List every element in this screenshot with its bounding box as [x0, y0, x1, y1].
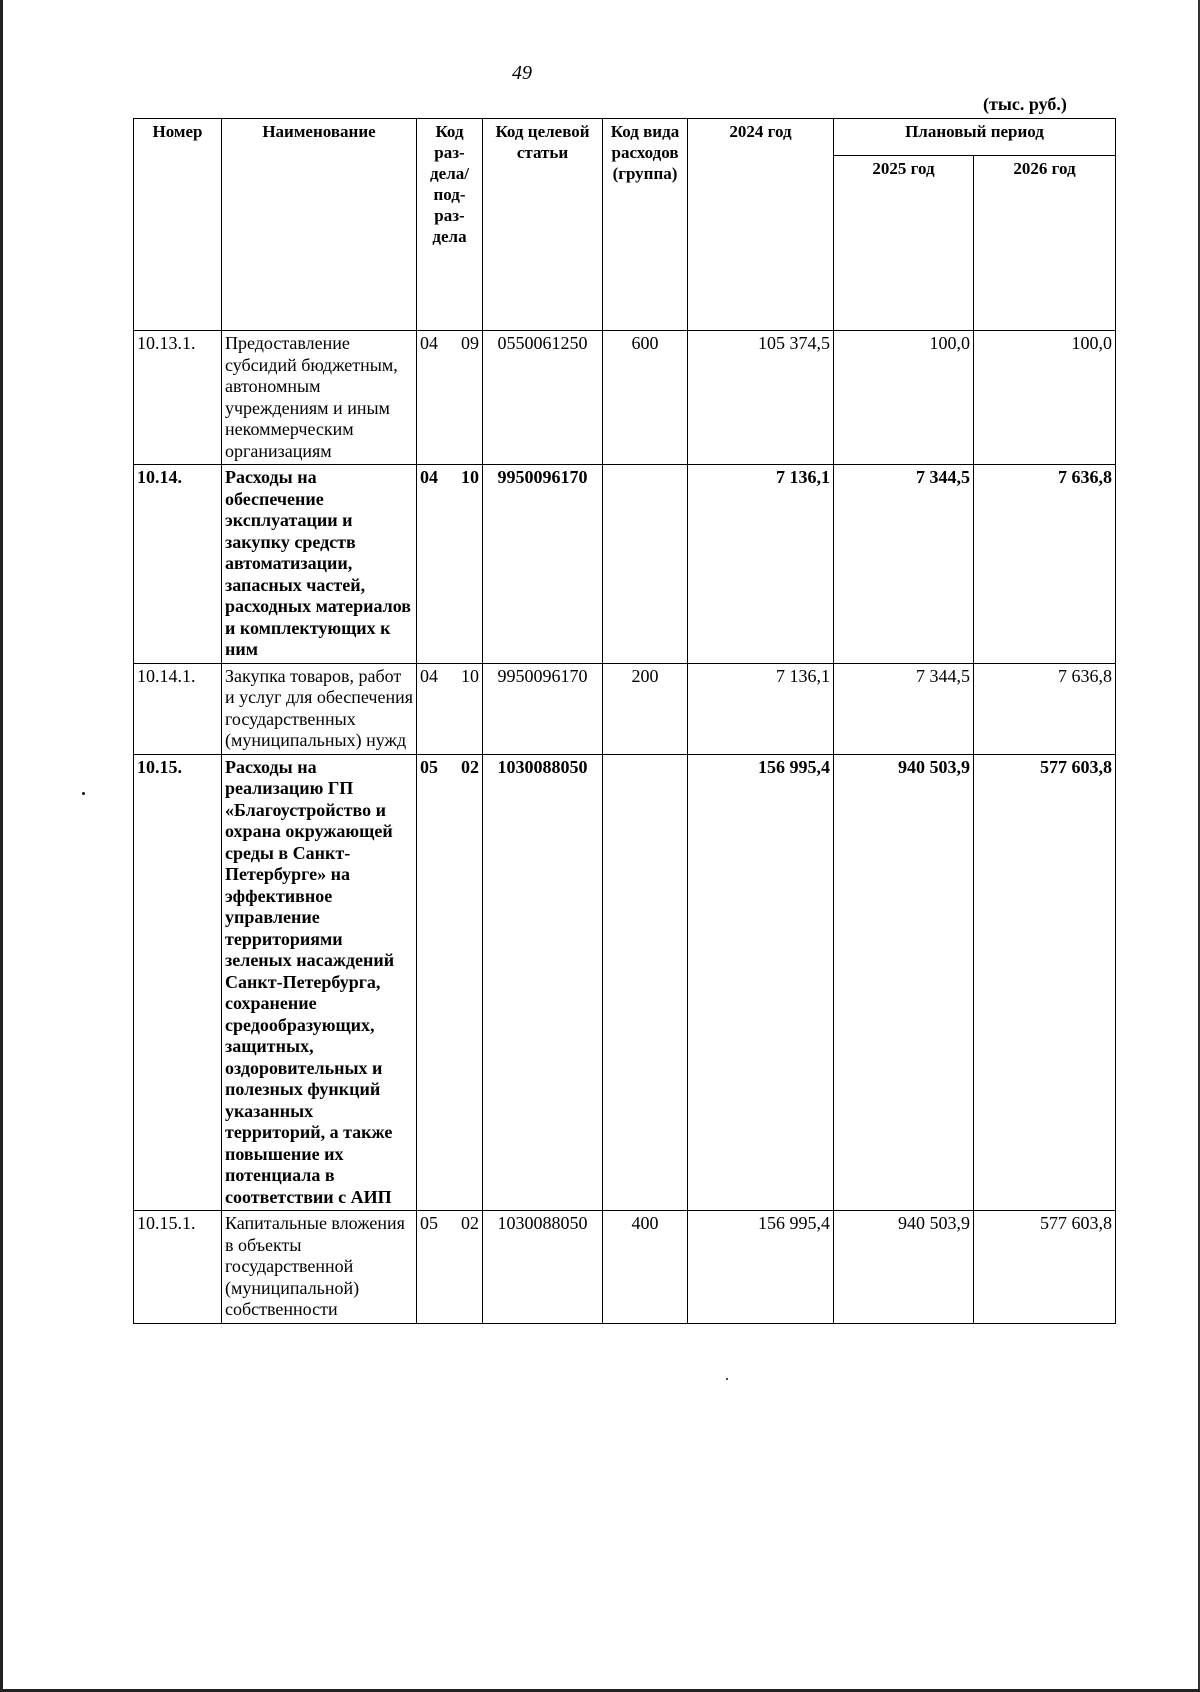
subsection-code: 02 — [461, 1213, 479, 1233]
table-row — [134, 465, 1116, 664]
row-expense-type: 400 — [603, 1211, 688, 1324]
row-target-article: 1030088050 — [483, 1211, 603, 1324]
row-number: 10.15. — [134, 754, 222, 1211]
row-expense-type: 600 — [603, 331, 688, 465]
scan-edge-left — [0, 0, 3, 1692]
row-number: 10.13.1. — [134, 331, 222, 465]
table-row — [134, 754, 1116, 1211]
page-number: 49 — [512, 62, 532, 84]
row-amount-2026: 7 636,8 — [974, 465, 1116, 664]
row-section-code — [417, 1211, 483, 1324]
section-code: 05 — [420, 1213, 438, 1233]
row-amount-2024: 7 136,1 — [688, 663, 834, 754]
row-amount-2025: 7 344,5 — [834, 663, 974, 754]
table-row — [134, 331, 1116, 465]
row-name: Закупка товаров, работ и услуг для обеспечения государственных (муниципальных) нужд — [222, 663, 417, 754]
row-amount-2025: 7 344,5 — [834, 465, 974, 664]
row-number: 10.15.1. — [134, 1211, 222, 1324]
row-name: Расходы на реализацию ГП «Благоустройство и охрана окружающей среды в Санкт-Петербурге» на эффективное управление территориями зеленых насаждений Санкт-Петербурга, сохранение средообразующих, защитных, оздоровительных и полезных функций указанных территорий, а также повышение их потенциала в соответствии с АИП — [222, 754, 417, 1211]
header-number: Номер — [134, 119, 222, 331]
row-section-code — [417, 331, 483, 465]
row-amount-2025: 940 503,9 — [834, 1211, 974, 1324]
row-amount-2025: 940 503,9 — [834, 754, 974, 1211]
row-amount-2026: 577 603,8 — [974, 754, 1116, 1211]
row-number: 10.14. — [134, 465, 222, 664]
scan-speck — [82, 792, 85, 795]
subsection-code: 10 — [461, 467, 479, 487]
row-amount-2024: 156 995,4 — [688, 754, 834, 1211]
table-row — [134, 663, 1116, 754]
row-amount-2024: 156 995,4 — [688, 1211, 834, 1324]
row-amount-2026: 577 603,8 — [974, 1211, 1116, 1324]
subsection-code: 09 — [461, 333, 479, 353]
scan-speck — [726, 1378, 728, 1380]
row-target-article: 1030088050 — [483, 754, 603, 1211]
row-section-code — [417, 663, 483, 754]
header-year-2025: 2025 год — [834, 156, 974, 331]
row-amount-2024: 7 136,1 — [688, 465, 834, 664]
row-expense-type — [603, 465, 688, 664]
header-planning-period: Плановый период — [834, 119, 1116, 156]
row-name: Предоставление субсидий бюджетным, автономным учреждениям и иным некоммерческим организациям — [222, 331, 417, 465]
section-code: 04 — [420, 665, 438, 686]
row-amount-2026: 7 636,8 — [974, 663, 1116, 754]
row-section-code — [417, 465, 483, 664]
row-target-article: 0550061250 — [483, 331, 603, 465]
row-amount-2024: 105 374,5 — [688, 331, 834, 465]
subsection-code: 02 — [461, 756, 479, 777]
budget-table — [133, 118, 1116, 1324]
units-label: (тыс. руб.) — [983, 94, 1067, 114]
row-expense-type — [603, 754, 688, 1211]
header-year-2026: 2026 год — [974, 156, 1116, 331]
subsection-code: 10 — [461, 665, 479, 686]
row-name: Расходы на обеспечение эксплуатации и закупку средств автоматизации, запасных частей, расходных материалов и комплектующих к ним — [222, 465, 417, 664]
header-year-2024: 2024 год — [688, 119, 834, 331]
header-row — [134, 119, 1116, 156]
table-row — [134, 1211, 1116, 1324]
header-name: Наименование — [222, 119, 417, 331]
section-code: 04 — [420, 333, 438, 353]
row-section-code — [417, 754, 483, 1211]
row-target-article: 9950096170 — [483, 663, 603, 754]
row-amount-2026: 100,0 — [974, 331, 1116, 465]
row-number: 10.14.1. — [134, 663, 222, 754]
header-expense-type: Код вида расходов (группа) — [603, 119, 688, 331]
row-expense-type: 200 — [603, 663, 688, 754]
row-amount-2025: 100,0 — [834, 331, 974, 465]
row-name: Капитальные вложения в объекты государственной (муниципальной) собственности — [222, 1211, 417, 1324]
section-code: 05 — [420, 756, 438, 777]
header-target-article: Код целевой статьи — [483, 119, 603, 331]
header-section: Код раз-дела/ под-раз-дела — [417, 119, 483, 331]
section-code: 04 — [420, 467, 438, 487]
row-target-article: 9950096170 — [483, 465, 603, 664]
